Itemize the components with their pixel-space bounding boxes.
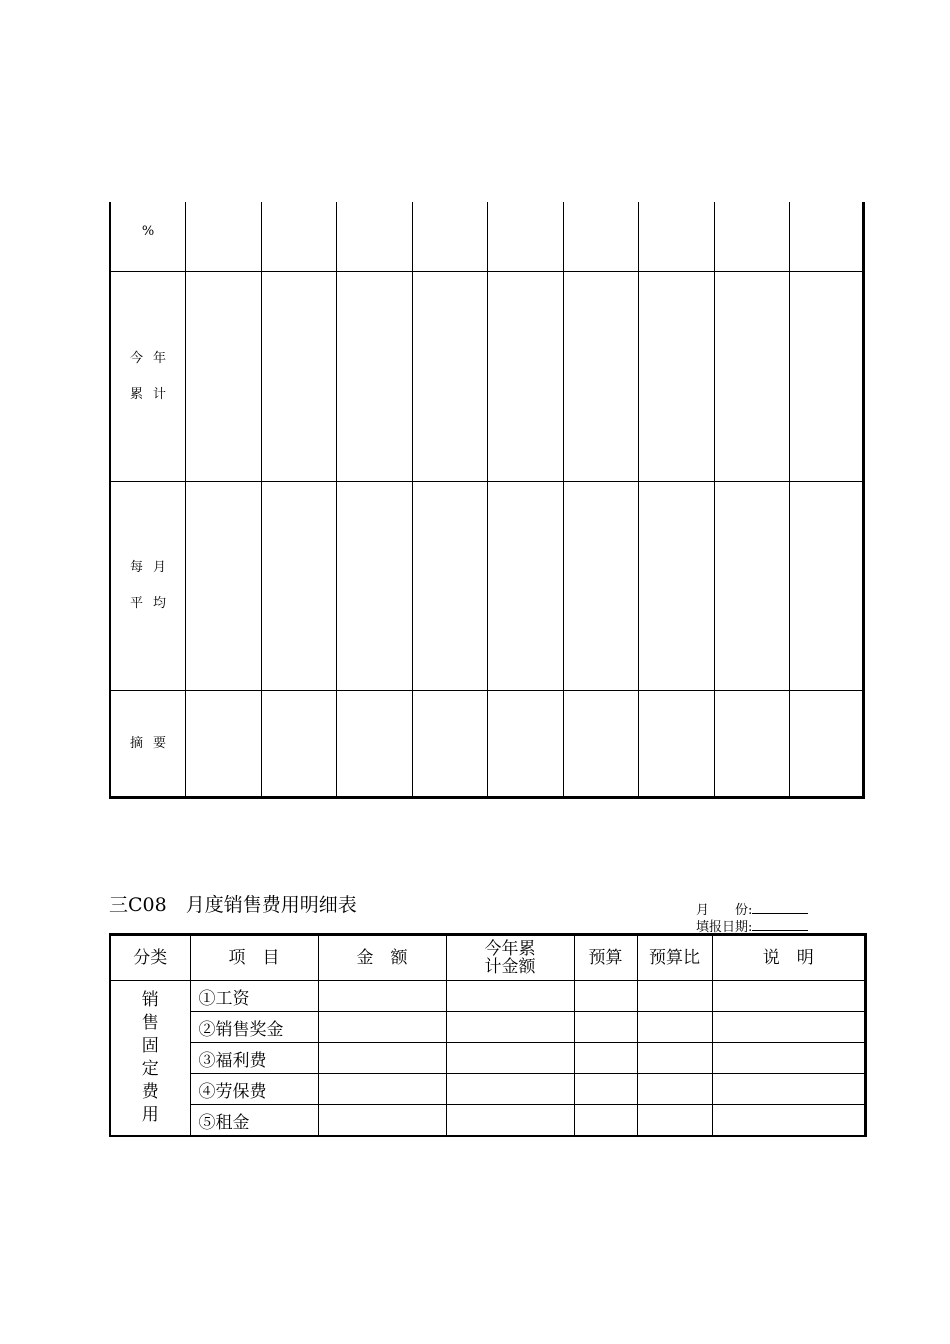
grid-cell[interactable] [262, 482, 338, 691]
grid-cell[interactable] [262, 691, 338, 796]
entry-cell[interactable] [637, 1012, 712, 1043]
row-label [111, 202, 186, 272]
grid-cell[interactable] [337, 691, 413, 796]
grid-cell[interactable] [413, 202, 489, 272]
category-char: 售 [141, 1013, 159, 1033]
entry-cell[interactable] [574, 1105, 637, 1137]
grid-cell[interactable] [790, 482, 862, 691]
table-row [110, 1012, 866, 1043]
entry-cell[interactable] [446, 1105, 574, 1137]
table-row [110, 1043, 866, 1074]
entry-cell[interactable] [712, 1074, 866, 1105]
grid-cell[interactable] [186, 202, 262, 272]
category-char: 固 [141, 1036, 159, 1056]
grid-cell[interactable] [186, 272, 262, 482]
entry-cell[interactable] [574, 981, 637, 1012]
category-cell [110, 981, 190, 1137]
entry-cell[interactable] [446, 981, 574, 1012]
entry-cell[interactable] [318, 1043, 446, 1074]
grid-cell[interactable] [413, 482, 489, 691]
entry-cell[interactable] [712, 1012, 866, 1043]
row-label-line: 今年 [129, 350, 176, 366]
row-label [111, 691, 186, 796]
grid-cell[interactable] [488, 202, 564, 272]
grid-cell[interactable] [564, 272, 640, 482]
table-row [110, 981, 866, 1012]
entry-cell[interactable] [574, 1012, 637, 1043]
grid-cell[interactable] [639, 202, 715, 272]
grid-cell[interactable] [337, 202, 413, 272]
entry-cell[interactable] [446, 1012, 574, 1043]
entry-cell[interactable] [712, 1043, 866, 1074]
grid-cell[interactable] [337, 482, 413, 691]
grid-cell[interactable] [488, 272, 564, 482]
grid-cell[interactable] [639, 272, 715, 482]
category-char: 费 [141, 1082, 159, 1102]
item-label: ③福利费 [190, 1043, 318, 1074]
grid-cell[interactable] [790, 272, 862, 482]
grid-cell[interactable] [262, 272, 338, 482]
category-char: 用 [141, 1105, 159, 1125]
grid-cell[interactable] [337, 272, 413, 482]
expense-summary-grid [109, 202, 865, 799]
item-label: ②销售奖金 [190, 1012, 318, 1043]
header-budget-ratio: 预算比 [637, 935, 712, 981]
entry-cell[interactable] [712, 1105, 866, 1137]
fill-date-label: 填报日期: [696, 920, 753, 935]
header-budget: 预算 [574, 935, 637, 981]
grid-cell[interactable] [488, 482, 564, 691]
header-amount: 金 额 [318, 935, 446, 981]
table-row [110, 1105, 866, 1137]
grid-cell[interactable] [262, 202, 338, 272]
header-note: 说 明 [712, 935, 866, 981]
header-category: 分类 [110, 935, 190, 981]
item-label: ⑤租金 [190, 1105, 318, 1137]
entry-cell[interactable] [637, 1043, 712, 1074]
row-label-line: 摘要 [129, 735, 176, 751]
grid-cell[interactable] [413, 272, 489, 482]
header-ytd-amount [446, 935, 574, 981]
header-ytd-line2: 计金额 [484, 957, 536, 977]
grid-cell[interactable] [639, 482, 715, 691]
row-label-line: 平均 [129, 596, 176, 611]
grid-cell[interactable] [186, 482, 262, 691]
grid-cell[interactable] [715, 482, 791, 691]
header-ytd-line1: 今年累 [484, 939, 536, 959]
grid-cell[interactable] [564, 202, 640, 272]
row-label [111, 482, 186, 691]
entry-cell[interactable] [318, 1074, 446, 1105]
row-label-line: 每月 [129, 560, 176, 575]
grid-cell[interactable] [564, 482, 640, 691]
entry-cell[interactable] [574, 1043, 637, 1074]
grid-cell[interactable] [186, 691, 262, 796]
header-item: 项 目 [190, 935, 318, 981]
fill-date-blank[interactable] [752, 917, 808, 931]
grid-cell[interactable] [790, 691, 862, 796]
item-label: ①工资 [190, 981, 318, 1012]
month-blank[interactable] [752, 900, 808, 914]
entry-cell[interactable] [637, 1105, 712, 1137]
grid-cell[interactable] [715, 691, 791, 796]
item-label: ④劳保费 [190, 1074, 318, 1105]
category-char: 定 [141, 1059, 159, 1079]
sales-expense-table [109, 933, 867, 1137]
row-label [111, 272, 186, 482]
month-label: 月 份: [696, 903, 753, 918]
entry-cell[interactable] [446, 1074, 574, 1105]
table-header-row [110, 935, 866, 981]
grid-cell[interactable] [488, 691, 564, 796]
entry-cell[interactable] [637, 981, 712, 1012]
entry-cell[interactable] [637, 1074, 712, 1105]
grid-cell[interactable] [639, 691, 715, 796]
grid-cell[interactable] [413, 691, 489, 796]
grid-cell[interactable] [564, 691, 640, 796]
row-label-line: 累计 [129, 386, 176, 402]
entry-cell[interactable] [318, 981, 446, 1012]
entry-cell[interactable] [446, 1043, 574, 1074]
entry-cell[interactable] [318, 1105, 446, 1137]
row-label-line: % [141, 224, 165, 239]
entry-cell[interactable] [574, 1074, 637, 1105]
grid-cell[interactable] [715, 202, 791, 272]
category-char: 销 [141, 990, 159, 1010]
form-title: 三C08 月度销售费用明细表 [109, 894, 357, 916]
grid-cell[interactable] [790, 202, 862, 272]
entry-cell[interactable] [712, 981, 866, 1012]
entry-cell[interactable] [318, 1012, 446, 1043]
table-row [110, 1074, 866, 1105]
grid-cell[interactable] [715, 272, 791, 482]
